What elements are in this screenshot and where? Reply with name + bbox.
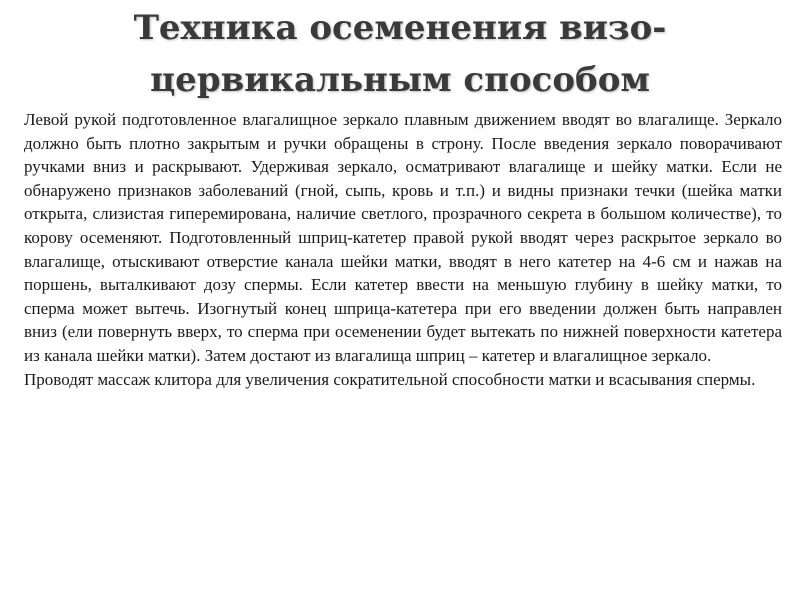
slide-title xyxy=(60,2,740,106)
title-line-2: цервикальным способом xyxy=(150,60,650,100)
slide-body xyxy=(24,108,782,391)
title-line-1: Техника осеменения визо- xyxy=(133,8,667,48)
body-paragraph-1: Левой рукой подготовленное влагалищное зеркало плавным движением вводят во влагалище. Зеркало должно быть плотно закрытым и ручки обращены в строну. После введения зеркало поворачивают ручками вниз и раскрывают. Удерживая зеркало, осматривают влагалище и шейку матки. Если не обнаружено признаков заболеваний (гной, сыпь, кровь и т.п.) и видны признаки течки (шейка матки открыта, слизистая гиперемирована, наличие светлого, прозрачного секрета в большом количестве), то корову осеменяют. Подготовленный шприц-катетер правой рукой вводят через раскрытое зеркало во влагалище, отыскивают отверстие канала шейки матки, вводят в него катетер на 4-6 см и нажав на поршень, выталкивают дозу спермы. Если катетер ввести на меньшую глубину в шейку матки, то сперма может вытечь. Изогнутый конец шприца-катетера при его введении должен быть направлен вниз (ели повернуть вверх, то сперма при осеменении будет вытекать по нижней поверхности катетера из канала шейки матки). Затем достают из влагалища шприц – катетер и влагалищное зеркало. xyxy=(24,110,782,365)
body-paragraph-2: Проводят массаж клитора для увеличения сократительной способности матки и всасывания спермы. xyxy=(24,369,756,389)
